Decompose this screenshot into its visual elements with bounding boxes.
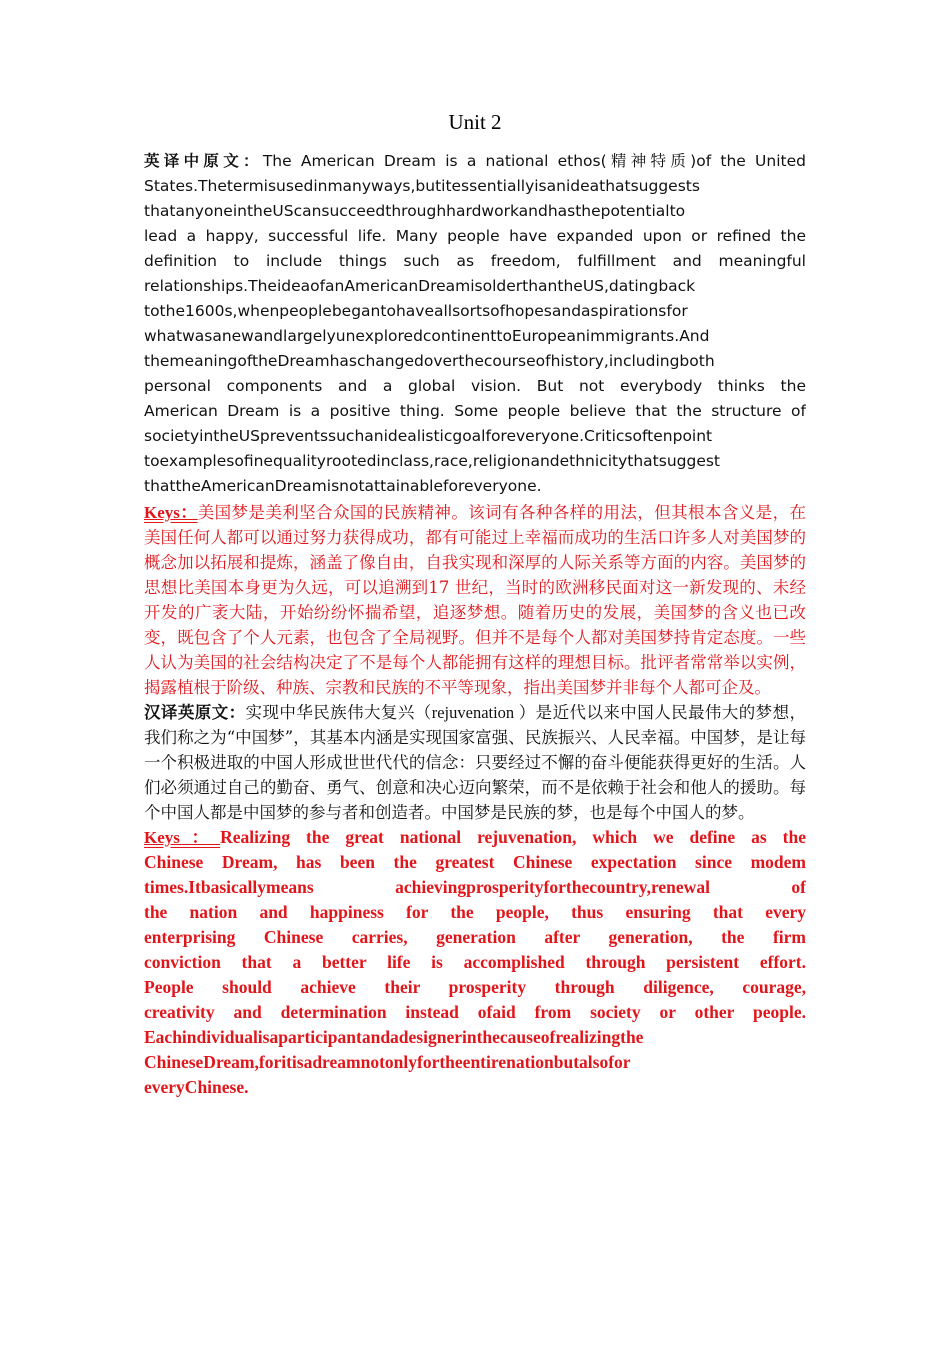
english-key-line: Keys：Realizing the great national rejuvenation, which we define as the: [144, 827, 806, 847]
english-key-line: the nation and happiness for the people, thus ensuring that every: [144, 902, 806, 922]
english-source-line: definition to include things such as freedom, fulfillment and meaningful: [144, 252, 806, 270]
english-key-line: conviction that a better life is accomplished through persistent effort.: [144, 952, 806, 972]
english-key-line: everyChinese.: [144, 1077, 249, 1097]
document-page: [144, 108, 806, 1100]
chinese-source-label: 汉译英原文：: [144, 703, 246, 722]
english-source-line: tothe1600s,whenpeoplebegantohaveallsortsofhopesandaspirationsfor: [144, 302, 688, 320]
english-key-paragraph: [144, 825, 806, 1100]
english-key-line: Chinese Dream, has been the greatest Chinese expectation since modem: [144, 852, 806, 872]
english-source-line: societyintheUSpreventssuchanidealisticgoalforeveryone.Criticsoftenpoint: [144, 427, 713, 445]
english-source-line: 英译中原文：The American Dream is a national ethos(精神特质)of the United: [144, 151, 806, 170]
english-source-line: relationships.TheideaofanAmericanDreamisolderthantheUS,datingback: [144, 277, 696, 295]
english-key-line: times.Itbasicallymeans achievingprosperityforthecountry,renewal of: [144, 877, 806, 897]
chinese-key-paragraph: [144, 500, 806, 700]
english-key-line: ChineseDream,foritisadreamnotonlyfortheentirenationbutalsofor: [144, 1052, 631, 1072]
english-source-line: thattheAmericanDreamisnotattainableforeveryone.: [144, 477, 542, 495]
english-source-line: whatwasanewandlargelyunexploredcontinenttoEuropeanimmigrants.And: [144, 327, 710, 345]
english-source-paragraph: [144, 148, 806, 499]
english-source-line: States.Thetermisusedinmanyways,butitessentiallyisanideathatsuggests: [144, 177, 700, 195]
english-key-line: creativity and determination instead ofaid from society or other people.: [144, 1002, 806, 1022]
english-key-line: Eachindividualisaparticipantandadesignerinthecauseofrealizingthe: [144, 1027, 644, 1047]
keys-label: Keys：: [144, 828, 221, 847]
inline-english-term: rejuvenation: [431, 703, 519, 722]
english-source-line: personal components and a global vision. But not everybody thinks the: [144, 377, 806, 395]
english-source-line: lead a happy, successful life. Many people have expanded upon or refined the: [144, 227, 806, 245]
keys-label: Keys：: [144, 503, 198, 522]
english-source-line: American Dream is a positive thing. Some people believe that the structure of: [144, 402, 806, 420]
english-key-line: enterprising Chinese carries, generation after generation, the firm: [144, 927, 806, 947]
english-source-line: thatanyoneintheUScansucceedthroughhardworkandhasthepotentialto: [144, 202, 686, 220]
chinese-key-text: 美国梦是美利坚合众国的民族精神。该词有各种各样的用法，但其根本含义是，在美国任何人都可以通过努力获得成功，都有可能过上幸福而成功的生活口许多人对美国梦的概念加以拓展和提炼，涵盖了像自由，自我实现和深厚的人际关系等方面的内容。美国梦的思想比美国本身更为久远，可以追溯到17 世纪，当时的欧洲移民面对这一新发现的、未经开发的广袤大陆，开始纷纷怀揣希望，追逐梦想。随着历史的发展，美国梦的含义也已改变，既包含了个人元素，也包含了全局视野。但并不是每个人都对美国梦持肯定态度。一些人认为美国的社会结构决定了不是每个人都能拥有这样的理想目标。批评者常常举以实例，揭露植根于阶级、种族、宗教和民族的不平等现象，指出美国梦并非每个人都可企及。: [144, 503, 806, 697]
english-source-line: toexamplesofinequalityrootedinclass,race,religionandethnicitythatsuggest: [144, 452, 721, 470]
page-title: Unit 2: [448, 110, 502, 134]
chinese-source-paragraph: 汉译英原文：实现中华民族伟大复兴（rejuvenation ）是近代以来中国人民最伟大的梦想，我们称之为“中国梦”，其基本内涵是实现国家富强、民族振兴、人民幸福。中国梦，是让每一个积极进取的中国人形成世世代代的信念：只要经过不懈的奋斗便能获得更好的生活。人们必须通过自己的勤奋、勇气、创意和决心迈向繁荣，而不是依赖于社会和他人的援助。每个中国人都是中国梦的参与者和创造者。中国梦是民族的梦，也是每个中国人的梦。: [144, 703, 807, 822]
english-key-line: People should achieve their prosperity through diligence, courage,: [144, 977, 806, 997]
english-source-line: themeaningoftheDreamhaschangedoverthecourseofhistory,includingboth: [144, 352, 715, 370]
english-source-label: 英译中原文：: [144, 151, 263, 170]
